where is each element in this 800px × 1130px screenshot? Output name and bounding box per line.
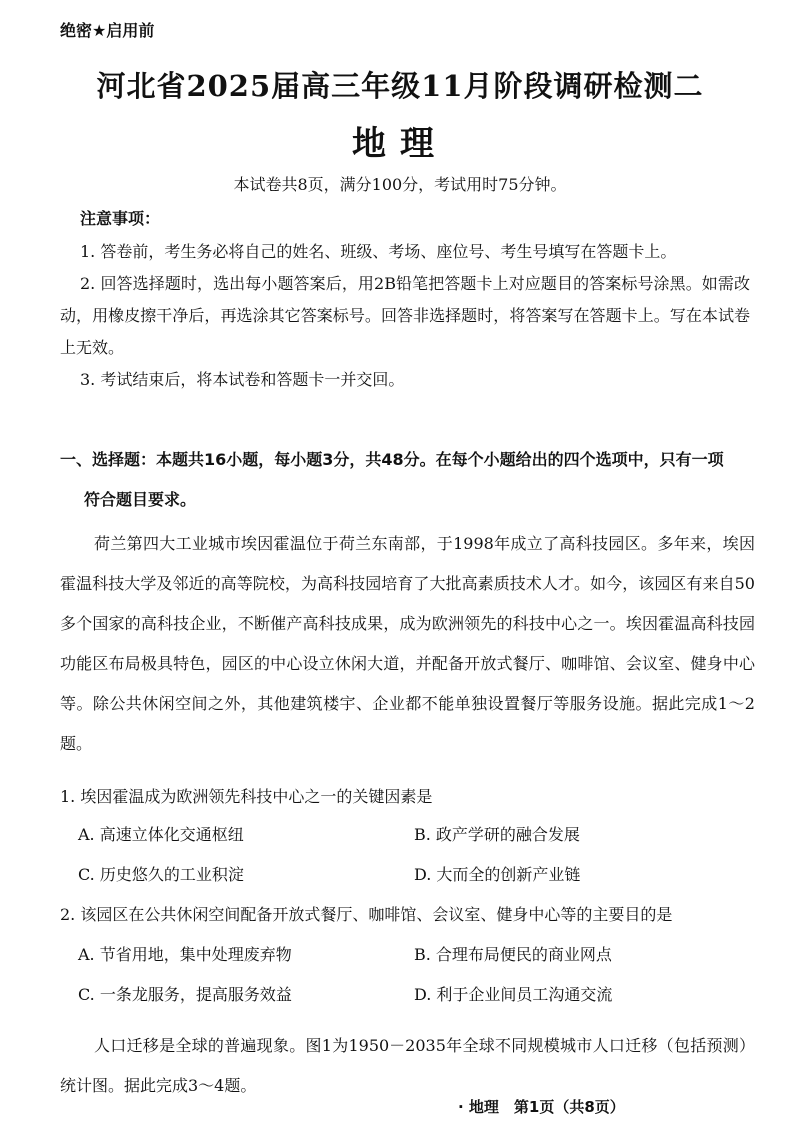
exam-title: 河北省2025届高三年级11月阶段调研检测二 xyxy=(96,69,704,103)
option-a: A. 高速立体化交通枢纽 xyxy=(78,825,244,844)
question-stem: 1. 埃因霍温成为欧洲领先科技中心之一的关键因素是 xyxy=(60,787,433,806)
reading-passage: 人口迁移是全球的普遍现象。图1为1950－2035年全球不同规模城市人口迁移（包括预测）统计图。据此完成3～4题。 xyxy=(60,1036,755,1095)
option-d: D. 大而全的创新产业链 xyxy=(414,865,581,884)
section-heading-line1: 一、选择题：本题共16小题，每小题3分，共48分。在每个小题给出的四个选项中，只有一项 xyxy=(60,450,724,469)
subject-title: 地理 xyxy=(352,124,448,164)
note-item: 3. 考试结束后，将本试卷和答题卡一并交回。 xyxy=(80,370,405,389)
option-d: D. 利于企业间员工沟通交流 xyxy=(414,985,613,1004)
option-c: C. 一条龙服务，提高服务效益 xyxy=(78,985,292,1004)
option-a: A. 节省用地，集中处理废弃物 xyxy=(78,945,292,964)
notes-list xyxy=(60,236,750,396)
secret-label: 绝密★启用前 xyxy=(60,21,155,40)
option-c: C. 历史悠久的工业积淀 xyxy=(78,865,244,884)
notes-heading: 注意事项： xyxy=(80,209,161,228)
page-footer: · 地理 第1页（共8页） xyxy=(458,1098,625,1116)
reading-passage: 荷兰第四大工业城市埃因霍温位于荷兰东南部，于1998年成立了高科技园区。多年来，埃因霍温科技大学及邻近的高等院校，为高科技园培育了大批高素质技术人才。如今，该园区有来自50多个国家的高科技企业，不断催产高科技成果，成为欧洲领先的科技中心之一。埃因霍温高科技园功能区布局极具特色，园区的中心设立休闲大道，并配备开放式餐厅、咖啡馆、会议室、健身中心等。除公共休闲空间之外，其他建筑楼宇、企业都不能单独设置餐厅等服务设施。据此完成1～2题。 xyxy=(60,534,755,753)
section-heading-line2: 符合题目要求。 xyxy=(84,490,197,509)
option-b: B. 政产学研的融合发展 xyxy=(414,825,580,844)
question-stem: 2. 该园区在公共休闲空间配备开放式餐厅、咖啡馆、会议室、健身中心等的主要目的是 xyxy=(60,905,673,924)
note-item: 1. 答卷前，考生务必将自己的姓名、班级、考场、座位号、考生号填写在答题卡上。 xyxy=(80,242,677,261)
option-b: B. 合理布局便民的商业网点 xyxy=(414,945,612,964)
section-heading xyxy=(60,440,760,520)
note-item: 2. 回答选择题时，选出每小题答案后，用2B铅笔把答题卡上对应题目的答案标号涂黑。如需改动，用橡皮擦干净后，再选涂其它答案标号。回答非选择题时，将答案写在答题卡上。写在本试卷上无效。 xyxy=(60,274,750,357)
exam-info: 本试卷共8页，满分100分，考试用时75分钟。 xyxy=(233,175,567,194)
